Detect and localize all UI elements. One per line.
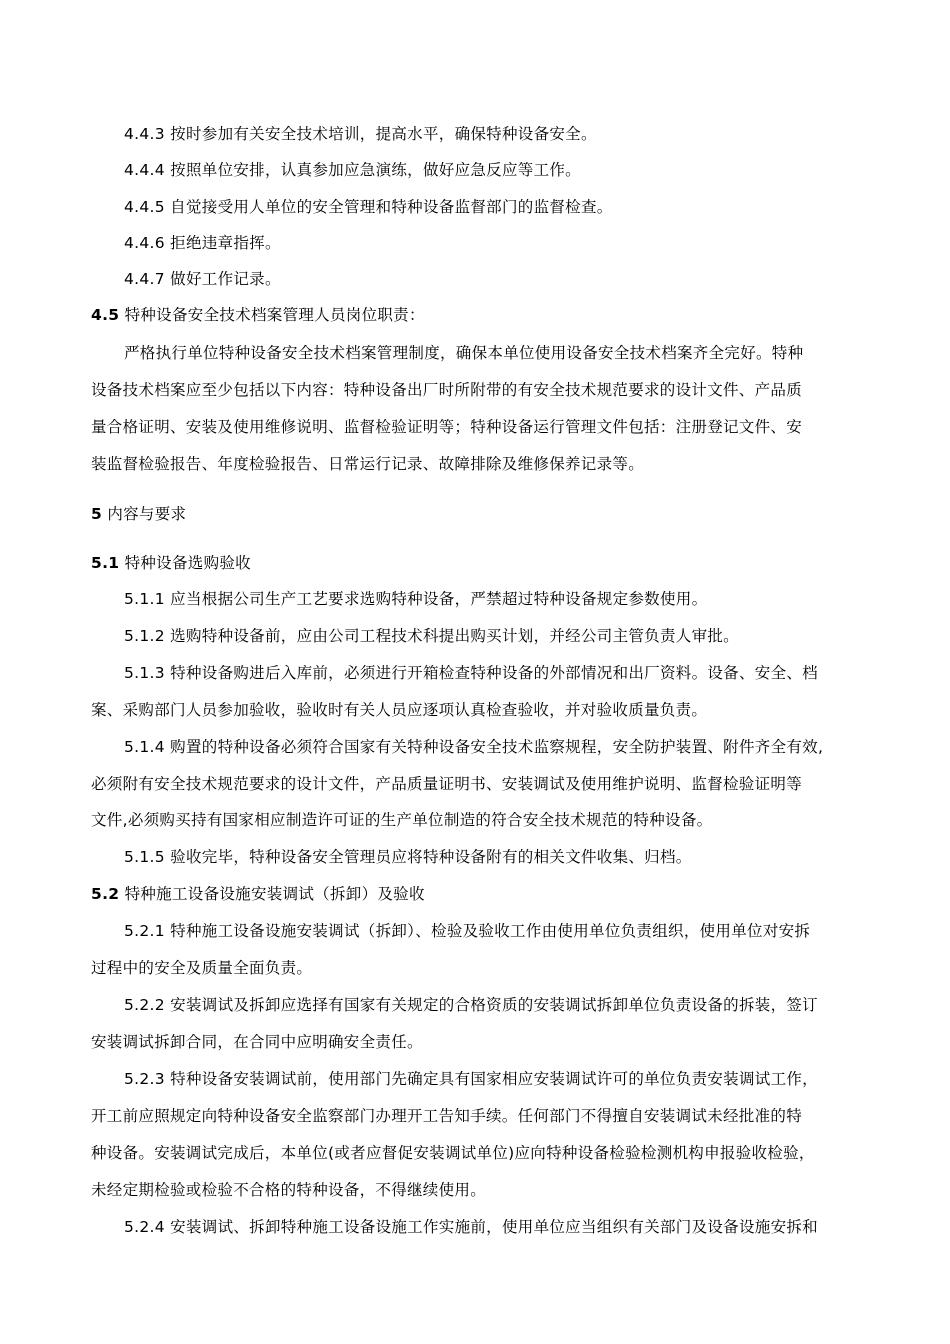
section-number: 5.2: [91, 885, 120, 903]
paragraph-line: 严格执行单位特种设备安全技术档案管理制度，确保本单位使用设备安全技术档案齐全完好。特种: [124, 344, 804, 362]
paragraph-line: 案、采购部门人员参加验收，验收时有关人员应逐项认真检查验收，并对验收质量负责。: [91, 701, 708, 719]
item-5-1-1: 5.1.1 应当根据公司生产工艺要求选购特种设备，严禁超过特种设备规定参数使用。: [124, 590, 708, 608]
section-heading-5: [0, 504, 950, 524]
section-title: 内容与要求: [102, 505, 187, 523]
paragraph-line: 过程中的安全及质量全面负责。: [91, 959, 313, 977]
section-heading-5-2: [0, 884, 950, 904]
item-4-4-3: 4.4.3 按时参加有关安全技术培训，提高水平，确保特种设备安全。: [124, 125, 597, 143]
section-number: 4.5: [91, 306, 120, 324]
item-5-1-5: 5.1.5 验收完毕，特种设备安全管理员应将特种设备附有的相关文件收集、归档。: [124, 848, 692, 866]
item-5-1-4: 5.1.4 购置的特种设备必须符合国家有关特种设备安全技术监察规程，安全防护装置、附件齐全有效,: [124, 738, 824, 756]
paragraph-line: 设备技术档案应至少包括以下内容：特种设备出厂时所附带的有安全技术规范要求的设计文件、产品质: [91, 381, 803, 399]
item-5-2-4: 5.2.4 安装调试、拆卸特种施工设备设施工作实施前，使用单位应当组织有关部门及设备设施安拆和: [124, 1218, 818, 1236]
section-title: 特种设备安全技术档案管理人员岗位职责：: [119, 306, 425, 324]
section-number: 5: [91, 505, 103, 523]
item-5-2-2: 5.2.2 安装调试及拆卸应选择有国家有关规定的合格资质的安装调试拆卸单位负责设备的拆装，签订: [124, 996, 818, 1014]
section-title: 特种施工设备设施安装调试（拆卸）及验收: [119, 885, 425, 903]
item-5-2-3: 5.2.3 特种设备安装调试前，使用部门先确定具有国家相应安装调试许可的单位负责安装调试工作，: [124, 1070, 818, 1088]
paragraph-line: 必须附有安全技术规范要求的设计文件，产品质量证明书、安装调试及使用维护说明、监督检验证明等: [91, 775, 803, 793]
section-heading-4-5: [0, 305, 950, 325]
item-5-2-1: 5.2.1 特种施工设备设施安装调试（拆卸）、检验及验收工作由使用单位负责组织，使用单位对安拆: [124, 922, 811, 940]
item-4-4-6: 4.4.6 拒绝违章指挥。: [124, 234, 281, 252]
item-4-4-5: 4.4.5 自觉接受用人单位的安全管理和特种设备监督部门的监督检查。: [124, 198, 613, 216]
section-title: 特种设备选购验收: [119, 554, 251, 572]
paragraph-line: 未经定期检验或检验不合格的特种设备，不得继续使用。: [91, 1181, 487, 1199]
paragraph-line: 安装调试拆卸合同，在合同中应明确安全责任。: [91, 1033, 423, 1051]
item-4-4-7: 4.4.7 做好工作记录。: [124, 270, 281, 288]
paragraph-line: 文件,必须购买持有国家相应制造许可证的生产单位制造的符合安全技术规范的特种设备。: [91, 811, 713, 829]
paragraph-line: 装监督检验报告、年度检验报告、日常运行记录、故障排除及维修保养记录等。: [91, 455, 645, 473]
paragraph-line: 种设备。安装调试完成后，本单位(或者应督促安装调试单位)应向特种设备检验检测机构申报验收检验，: [91, 1144, 815, 1162]
item-4-4-4: 4.4.4 按照单位安排，认真参加应急演练，做好应急反应等工作。: [124, 161, 581, 179]
item-5-1-3: 5.1.3 特种设备购进后入库前，必须进行开箱检查特种设备的外部情况和出厂资料。设备、安全、档: [124, 664, 818, 682]
paragraph-line: 量合格证明、安装及使用维修说明、监督检验证明等；特种设备运行管理文件包括：注册登记文件、安: [91, 418, 803, 436]
section-heading-5-1: [0, 553, 950, 573]
paragraph-line: 开工前应照规定向特种设备安全监察部门办理开工告知手续。任何部门不得擅自安装调试未经批准的特: [91, 1107, 803, 1125]
section-number: 5.1: [91, 554, 120, 572]
item-5-1-2: 5.1.2 选购特种设备前，应由公司工程技术科提出购买计划，并经公司主管负责人审批。: [124, 627, 739, 645]
